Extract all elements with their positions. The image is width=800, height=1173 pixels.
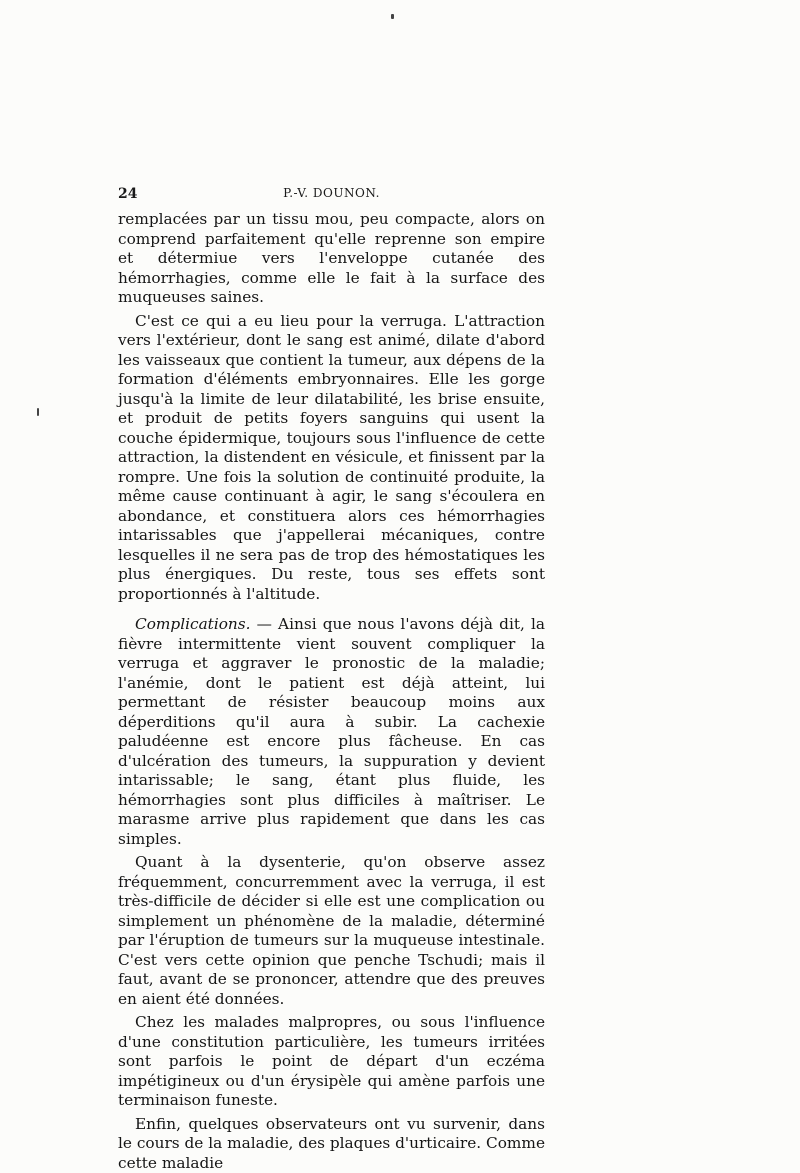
paragraph-text: — Ainsi que nous l'avons déjà dit, la fièvre intermittente vient souvent compliquer la verruga et aggraver le pronostic de la maladie; l'anémie, dont le patient est déjà atteint, lui permettant de résister beaucoup moins aux déperditions qu'il aura à subir. La cachexie paludéenne est encore plus fâcheuse. En cas d'ulcération des tumeurs, la suppuration y devient intarissable; le sang, étant plus fluide, les hémorrhagies sont plus difficiles à maîtriser. Le marasme arrive plus rapidement que dans les cas simples. (118, 615, 545, 848)
paragraph: Chez les malades malpropres, ou sous l'influence d'une constitution particulière, les tumeurs irritées sont parfois le point de départ d'un eczéma impétigineux ou d'un érysipèle qui amène parfois une terminaison funeste. (118, 1013, 545, 1111)
paragraph (118, 615, 545, 849)
section-heading: Complications. (135, 615, 251, 633)
running-head: P.-V. DOUNON. (118, 186, 545, 200)
paragraph: Quant à la dysenterie, qu'on observe assez fréquemment, concurremment avec la verruga, il est très-difficile de décider si elle est une complication ou simplement un phénomène de la maladie, déterminé par l'éruption de tumeurs sur la muqueuse intestinale. C'est vers cette opinion que penche Tschudi; mais il faut, avant de se prononcer, attendre que des preuves en aient été données. (118, 853, 545, 1009)
body-text (118, 210, 545, 1173)
print-speck (37, 408, 39, 416)
page-header (118, 186, 545, 206)
print-speck (391, 14, 394, 19)
paragraph: Enfin, quelques observateurs ont vu survenir, dans le cours de la maladie, des plaques d'urticaire. Comme cette maladie (118, 1115, 545, 1173)
paragraph: remplacées par un tissu mou, peu compacte, alors on comprend parfaitement qu'elle reprenne son empire et détermiue vers l'enveloppe cutanée des hémorrhagies, comme elle le fait à la surface des muqueuses saines. (118, 210, 545, 308)
paragraph: C'est ce qui a eu lieu pour la verruga. L'attraction vers l'extérieur, dont le sang est animé, dilate d'abord les vaisseaux que contient la tumeur, aux dépens de la formation d'éléments embryonnaires. Elle les gorge jusqu'à la limite de leur dilatabilité, les brise ensuite, et produit de petits foyers sanguins qui usent la couche épidermique, toujours sous l'influence de cette attraction, la distendent en vésicule, et finissent par la rompre. Une fois la solution de continuité produite, la même cause continuant à agir, le sang s'écoulera en abondance, et constituera alors ces hémorrhagies intarissables que j'appellerai mécaniques, contre lesquelles il ne sera pas de trop des hémostatiques les plus énergiques. Du reste, tous ses effets sont proportionnés à l'altitude. (118, 312, 545, 605)
page-number: 24 (118, 186, 137, 202)
